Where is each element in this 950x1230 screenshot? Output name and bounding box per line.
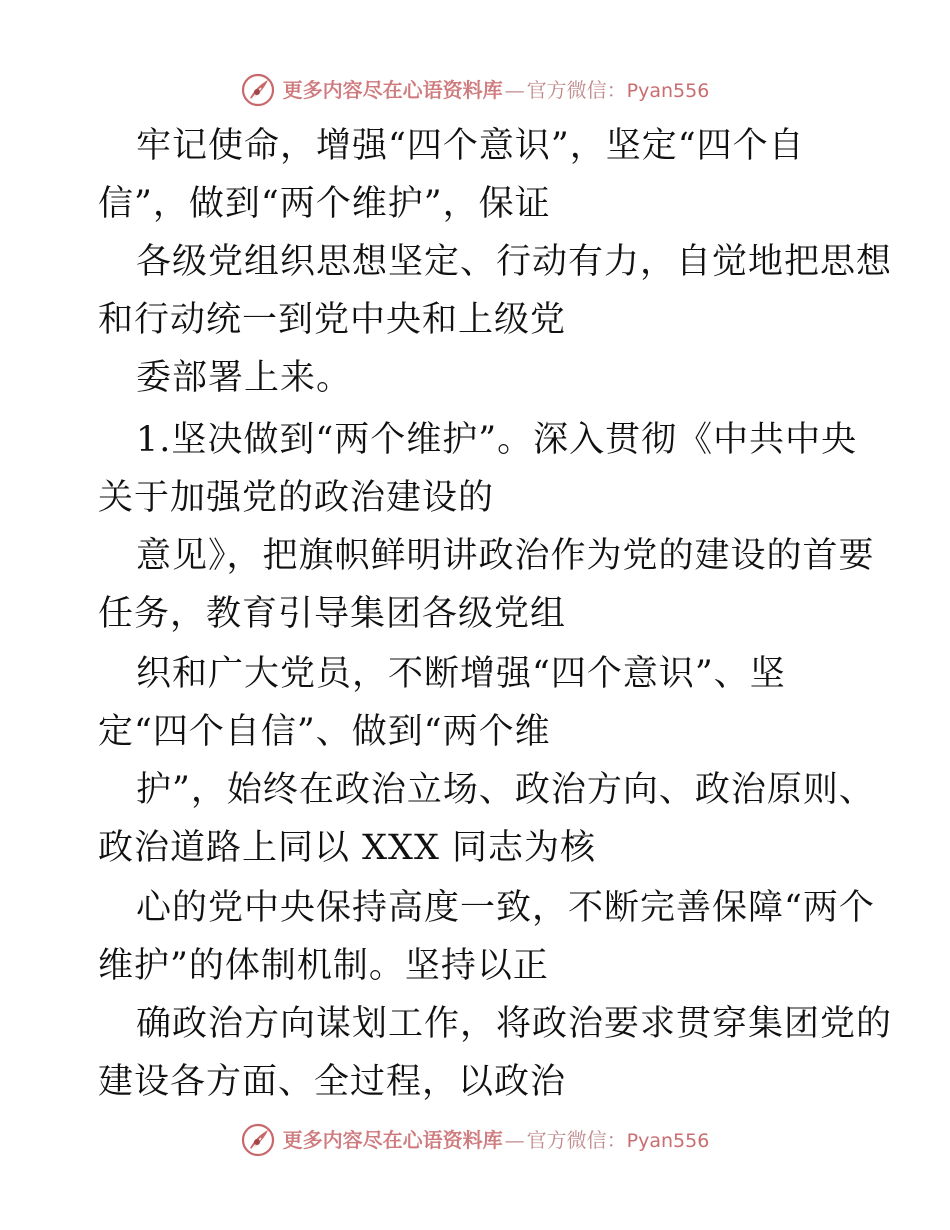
text-line: 和行动统一到党中央和上级党 xyxy=(98,300,567,340)
header-banner-text xyxy=(282,77,710,102)
text-line: 确政治方向谋划工作，将政治要求贯穿集团党的 xyxy=(136,1004,893,1044)
text-line: 关于加强党的政治建设的 xyxy=(98,478,495,518)
text-line: 委部署上来。 xyxy=(136,358,353,398)
header-banner-label: 官方微信： xyxy=(526,77,627,102)
text-line: 牢记使命，增强“四个意识”，坚定“四个自 xyxy=(136,126,805,166)
footer-banner-text xyxy=(282,1127,710,1152)
footer-banner-separator: — xyxy=(504,1127,525,1152)
text-line: 意见》，把旗帜鲜明讲政治作为党的建设的首要 xyxy=(136,536,875,576)
text-line: 信”，做到“两个维护”，保证 xyxy=(98,184,551,224)
text-line: 维护”的体制机制。坚持以正 xyxy=(98,946,549,986)
text-line: 政治道路上同以 XXX 同志为核 xyxy=(98,828,597,868)
text-line: 定“四个自信”、做到“两个维 xyxy=(98,712,551,752)
header-banner-separator: — xyxy=(504,77,525,102)
footer-watermark-banner xyxy=(0,1120,950,1160)
text-line: 心的党中央保持高度一致，不断完善保障“两个 xyxy=(136,888,875,928)
header-banner-main: 更多内容尽在心语资料库 xyxy=(282,77,503,102)
footer-banner-wechat-id: Pyan556 xyxy=(626,1129,710,1152)
text-line: 1.坚决做到“两个维护”。深入贯彻《中共中央 xyxy=(136,420,858,460)
header-watermark-banner xyxy=(0,70,950,110)
text-line: 建设各方面、全过程，以政治 xyxy=(98,1062,567,1102)
text-line: 护”，始终在政治立场、政治方向、政治原则、 xyxy=(136,770,875,810)
text-line: 各级党组织思想坚定、行动有力，自觉地把思想 xyxy=(136,242,893,282)
footer-banner-main: 更多内容尽在心语资料库 xyxy=(282,1127,503,1152)
text-line: 任务，教育引导集团各级党组 xyxy=(98,594,567,634)
footer-banner-label: 官方微信： xyxy=(526,1127,627,1152)
feather-pen-logo-icon xyxy=(241,1123,275,1157)
text-line: 织和广大党员，不断增强“四个意识”、坚 xyxy=(136,654,786,694)
header-banner-wechat-id: Pyan556 xyxy=(626,79,710,102)
feather-pen-logo-icon xyxy=(241,73,275,107)
